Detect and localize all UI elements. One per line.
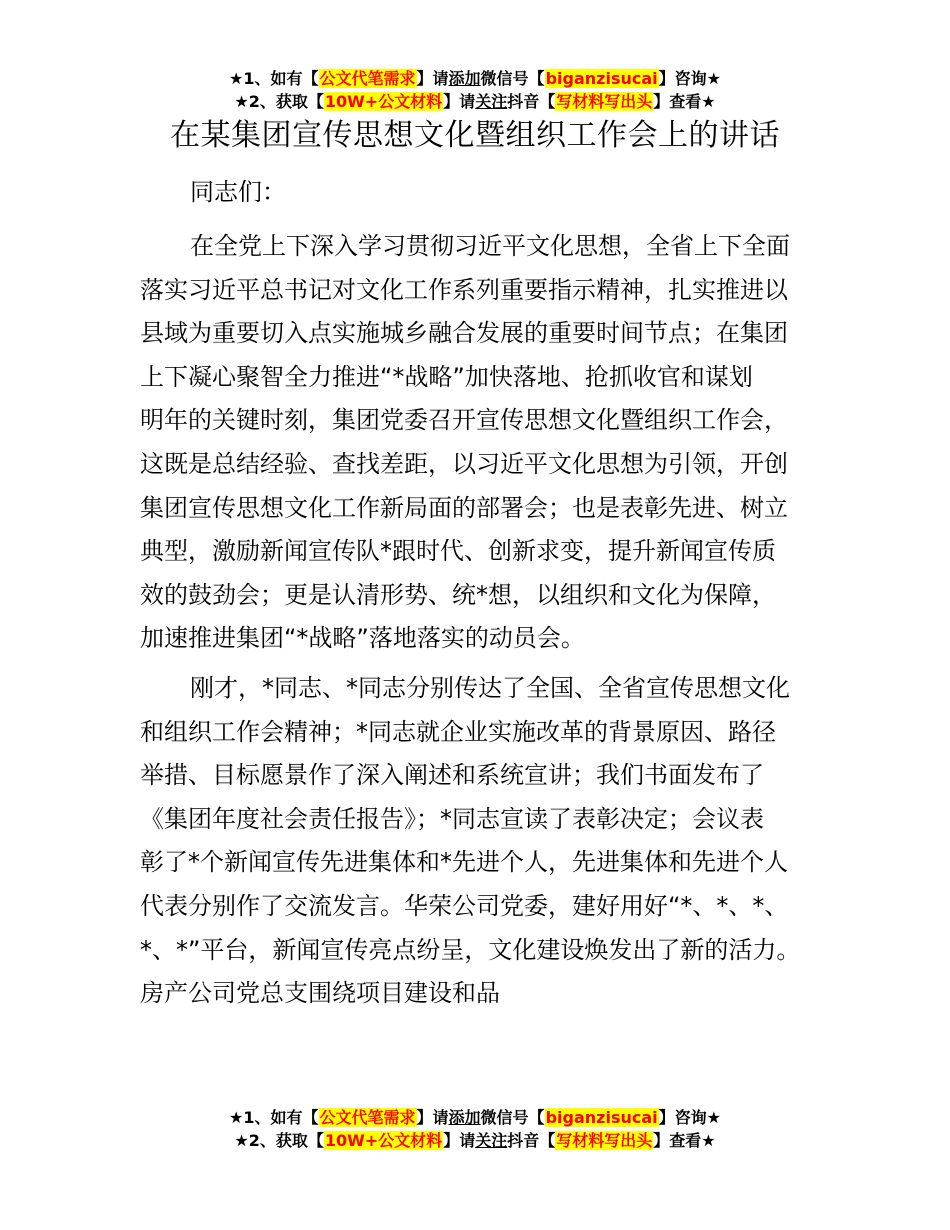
paragraph-line: 《集团年度社会责任报告》；*同志宣读了表彰决定；会议表 [140, 804, 764, 833]
body-paragraph-1 [140, 225, 840, 661]
paragraph-line: 落实习近平总书记对文化工作系列重要指示精神，扎实推进以 [140, 275, 788, 304]
paragraph-line: 举措、目标愿景作了深入阐述和系统宣讲；我们书面发布了 [140, 761, 764, 790]
promo-underline: 添加 [448, 69, 481, 88]
promo-text: 抖音【 [507, 92, 556, 111]
promo-text: 】咨询★ [658, 1108, 721, 1127]
paragraph-line: 刚才，*同志、*同志分别传达了全国、全省宣传思想文化 [190, 674, 790, 702]
paragraph-line: 效的鼓劲会；更是认清形势、统*想，以组织和文化为保障， [140, 580, 776, 609]
paragraph-line: 代表分别作了交流发言。华荣公司党委，建好用好“*、*、*、 [140, 891, 789, 920]
body-paragraph-2 [140, 667, 840, 1016]
promo-highlight: 写材料写出头 [556, 1131, 653, 1150]
promo-highlight: biganzisucai [545, 69, 658, 88]
promo-text: 抖音【 [507, 1131, 556, 1150]
promo-text: ★1、如有【 [229, 1108, 319, 1127]
promo-text: 】查看★ [653, 92, 716, 111]
paragraph-line: 明年的关键时刻，集团党委召开宣传思想文化暨组织工作会， [140, 406, 788, 435]
promo-footer [0, 1106, 950, 1152]
paragraph-line: 加速推进集团“*战略”落地落实的动员会。 [140, 624, 585, 653]
paragraph-line: 和组织工作会精神；*同志就企业实施改革的背景原因、路径 [140, 717, 776, 746]
paragraph-line: 典型，激励新闻宣传队*跟时代、创新求变，提升新闻宣传质 [140, 537, 776, 566]
promo-highlight: 10W+公文材料 [324, 92, 443, 111]
promo-text: ★2、获取【 [234, 92, 324, 111]
promo-text: ★2、获取【 [234, 1131, 324, 1150]
promo-text: 】请 [416, 69, 449, 88]
promo-underline: 关注 [475, 1131, 508, 1150]
paragraph-line: 这既是总结经验、查找差距，以习近平文化思想为引领，开创 [140, 449, 788, 478]
document-title: 在某集团宣传思想文化暨组织工作会上的讲话 [170, 118, 780, 153]
promo-underline: 添加 [448, 1108, 481, 1127]
promo-text: 】咨询★ [658, 69, 721, 88]
promo-highlight: 公文代笔需求 [319, 1108, 416, 1127]
promo-highlight: biganzisucai [545, 1108, 658, 1127]
paragraph-line: 上下凝心聚智全力推进“*战略”加快落地、抢抓收官和谋划 [140, 362, 753, 391]
promo-text: 微信号【 [480, 69, 545, 88]
paragraph-line: 彰了*个新闻宣传先进集体和*先进个人，先进集体和先进个人 [140, 848, 788, 877]
promo-text: 】查看★ [653, 1131, 716, 1150]
paragraph-line: 房产公司党总支围绕项目建设和品 [140, 979, 500, 1008]
paragraph-line: 在全党上下深入学习贯彻习近平文化思想，全省上下全面 [190, 232, 790, 260]
promo-line-1 [0, 1106, 950, 1129]
promo-text: 】请 [443, 1131, 476, 1150]
promo-line-2 [0, 90, 950, 113]
promo-text: 】请 [416, 1108, 449, 1127]
paragraph-line: 县域为重要切入点实施城乡融合发展的重要时间节点；在集团 [140, 319, 788, 348]
promo-underline: 关注 [475, 92, 508, 111]
salutation: 同志们： [190, 178, 286, 206]
promo-line-2 [0, 1129, 950, 1152]
promo-line-1 [0, 67, 950, 90]
promo-text: ★1、如有【 [229, 69, 319, 88]
promo-highlight: 写材料写出头 [556, 92, 653, 111]
promo-header [0, 67, 950, 113]
promo-highlight: 公文代笔需求 [319, 69, 416, 88]
promo-highlight: 10W+公文材料 [324, 1131, 443, 1150]
promo-text: 微信号【 [480, 1108, 545, 1127]
promo-text: 】请 [443, 92, 476, 111]
paragraph-line: 集团宣传思想文化工作新局面的部署会；也是表彰先进、树立 [140, 493, 788, 522]
paragraph-line: *、*”平台，新闻宣传亮点纷呈，文化建设焕发出了新的活力。 [140, 935, 801, 964]
